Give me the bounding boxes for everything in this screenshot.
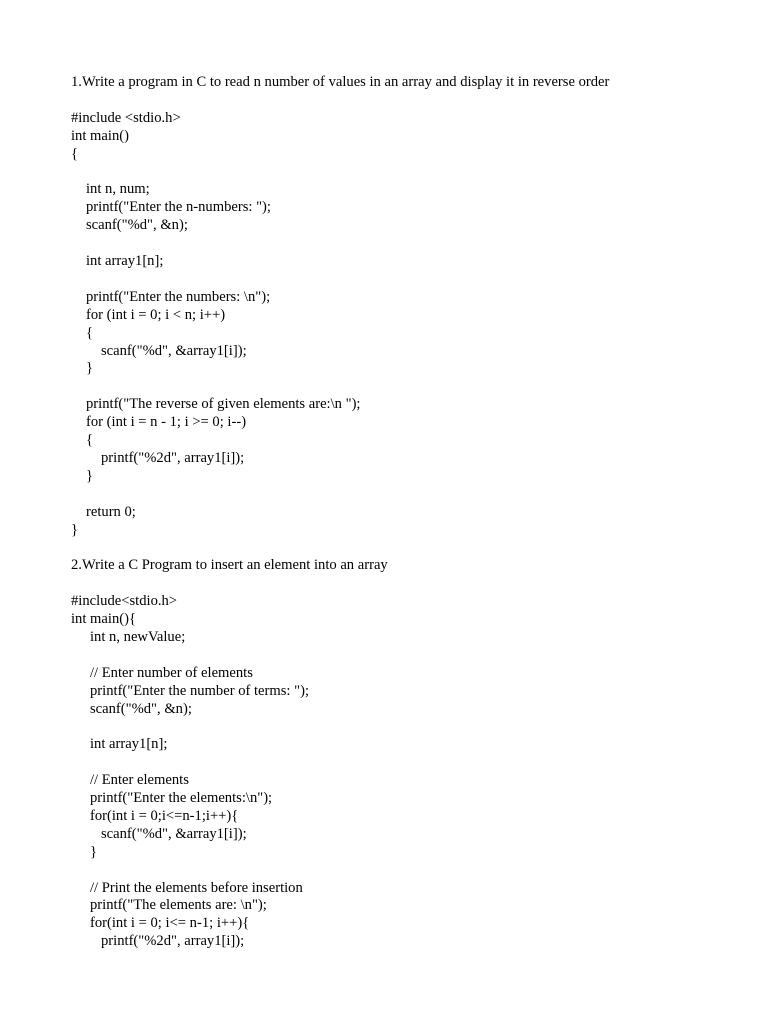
- code-line: }: [86, 467, 94, 484]
- code-line: int array1[n];: [90, 736, 168, 753]
- code-line: for(int i = 0; i<= n-1; i++){: [90, 915, 250, 932]
- code-line: #include <stdio.h>: [71, 109, 181, 126]
- code-line: printf("%2d", array1[i]);: [101, 449, 245, 466]
- code-line: printf("Enter the elements:\n");: [90, 790, 273, 806]
- code-line: for(int i = 0;i<=n-1;i++){: [90, 807, 239, 824]
- code-line: int main(): [71, 127, 129, 144]
- question-heading: 1.Write a program in C to read n number of values in an array and display it in reverse order: [71, 74, 610, 90]
- question-heading: 2.Write a C Program to insert an element into an array: [71, 557, 388, 574]
- code-line: {: [86, 324, 94, 341]
- code-line: printf("%2d", array1[i]);: [101, 933, 245, 950]
- code-line: {: [71, 145, 79, 162]
- code-line: printf("The elements are: \n");: [90, 897, 267, 914]
- code-line: int n, newValue;: [90, 628, 186, 645]
- code-line: {: [86, 432, 94, 448]
- code-comment: // Enter elements: [90, 772, 189, 789]
- code-line: for (int i = n - 1; i >= 0; i--): [86, 414, 247, 431]
- code-line: #include<stdio.h>: [71, 593, 178, 610]
- code-line: }: [86, 360, 94, 377]
- code-line: scanf("%d", &n);: [86, 217, 188, 234]
- code-line: int n, num;: [86, 181, 150, 198]
- code-line: int main(){: [71, 611, 136, 627]
- code-line: for (int i = 0; i < n; i++): [86, 306, 226, 323]
- code-line: scanf("%d", &array1[i]);: [101, 825, 247, 842]
- code-line: scanf("%d", &array1[i]);: [101, 342, 247, 359]
- code-line: int array1[n];: [86, 253, 164, 269]
- code-line: printf("Enter the number of terms: ");: [90, 682, 309, 699]
- code-comment: // Enter number of elements: [90, 664, 253, 681]
- code-line: scanf("%d", &n);: [90, 700, 192, 717]
- code-comment: // Print the elements before insertion: [90, 879, 303, 896]
- code-line: printf("Enter the n-numbers: ");: [86, 199, 271, 216]
- code-line: return 0;: [86, 503, 136, 520]
- code-line: printf("The reverse of given elements are:\n ");: [86, 396, 361, 413]
- code-line: }: [90, 843, 98, 860]
- code-line: printf("Enter the numbers: \n");: [86, 288, 271, 305]
- code-line: }: [71, 521, 79, 538]
